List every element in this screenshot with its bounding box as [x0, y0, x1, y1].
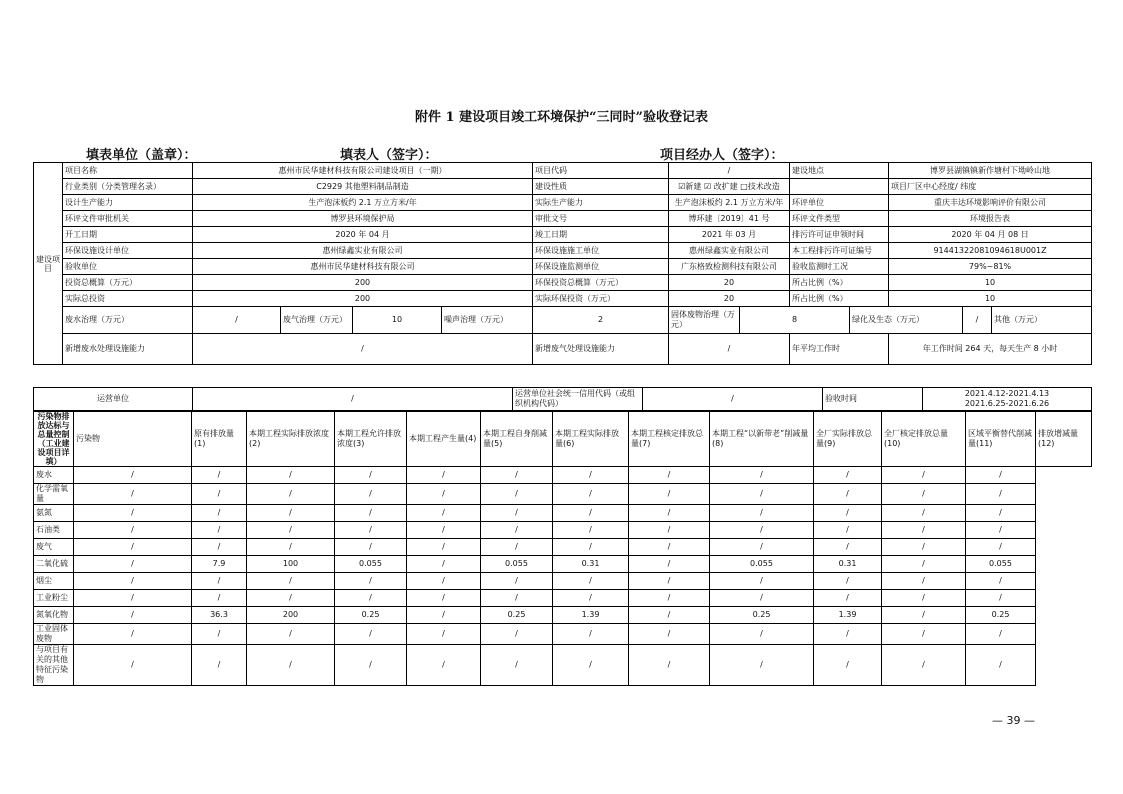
table-row: [34, 505, 1092, 522]
pollutant-value: /: [553, 645, 629, 686]
pollutant-value: /: [247, 539, 335, 556]
value-cell: 2: [533, 307, 669, 334]
pollutant-value: /: [335, 505, 407, 522]
label-cell: 固体废物治理（万元）: [669, 307, 740, 334]
table-row: [34, 195, 1092, 211]
pollutant-value: /: [335, 590, 407, 607]
pollutant-value: /: [481, 590, 553, 607]
pollutant-value: 7.9: [192, 556, 247, 573]
pollutant-table: [33, 411, 1092, 686]
label-cell: 绿化及生态（万元）: [850, 307, 963, 334]
label-cell: 所占比例（%）: [790, 291, 889, 307]
pollutant-value: /: [814, 484, 882, 505]
pollutant-name: 烟尘: [34, 573, 74, 590]
column-header: 区域平衡替代削减量(11): [966, 412, 1036, 467]
pollutant-value: /: [553, 573, 629, 590]
pollutant-value: /: [710, 645, 814, 686]
table-row: [34, 624, 1092, 645]
pollutant-value: /: [553, 624, 629, 645]
pollutant-name: 二氧化硫: [34, 556, 74, 573]
pollutant-value: /: [710, 505, 814, 522]
value-cell: 20: [669, 275, 790, 291]
table-row: [34, 259, 1092, 275]
label-cell: 项目代码: [533, 163, 669, 179]
table-row: [34, 179, 1092, 195]
value-cell: 惠州市民华建材科技有限公司建设项目（一期）: [193, 163, 533, 179]
pollutant-value: /: [882, 624, 966, 645]
value-cell: 年工作时间 264 天，每天生产 8 小时: [889, 334, 1092, 365]
pollutant-value: /: [814, 522, 882, 539]
value-cell: 广东格致检测科技有限公司: [669, 259, 790, 275]
pollutant-value: 200: [247, 607, 335, 624]
label-cell: 运营单位: [34, 388, 193, 411]
table-row: [34, 522, 1092, 539]
pollutant-value: /: [481, 522, 553, 539]
value-cell: 惠州绿鑫实业有限公司: [669, 243, 790, 259]
pollutant-value: /: [629, 590, 710, 607]
value-cell: /: [963, 307, 992, 334]
pollutant-value: /: [629, 624, 710, 645]
pollutant-value: /: [74, 645, 192, 686]
value-cell: 10: [889, 275, 1092, 291]
pollutant-value: /: [882, 505, 966, 522]
value-cell: 8: [740, 307, 850, 334]
pollutant-value: /: [553, 590, 629, 607]
pollutant-value: /: [335, 522, 407, 539]
pollutant-value: /: [882, 539, 966, 556]
pollutant-value: /: [74, 505, 192, 522]
pollutant-value: /: [710, 522, 814, 539]
pollutant-value: 0.055: [710, 556, 814, 573]
pollutant-value: /: [74, 556, 192, 573]
column-header: 排放增减量(12): [1036, 412, 1092, 467]
value-cell: C2929 其他塑料制品制造: [193, 179, 533, 195]
table-row: [34, 607, 1092, 624]
label-cell: 其他（万元）: [992, 307, 1092, 334]
column-header: 全厂核定排放总量(10): [882, 412, 966, 467]
pollutant-value: /: [335, 484, 407, 505]
label-cell: 实际总投资: [63, 291, 193, 307]
label-cell: 噪声治理（万元）: [442, 307, 533, 334]
pollutant-value: /: [814, 539, 882, 556]
table-row: [34, 573, 1092, 590]
value-cell: /: [669, 334, 790, 365]
value-cell: 2020 年 04 月 08 日: [889, 227, 1092, 243]
column-header: 本期工程自身削减量(5): [481, 412, 553, 467]
pollutant-value: /: [407, 645, 481, 686]
pollutant-value: /: [814, 645, 882, 686]
pollutant-name: 工业粉尘: [34, 590, 74, 607]
pollutant-value: /: [407, 607, 481, 624]
pollutant-value: /: [407, 467, 481, 484]
pollutant-value: /: [407, 539, 481, 556]
pollutant-name: 工业固体废物: [34, 624, 74, 645]
pollutant-value: 0.055: [481, 556, 553, 573]
table-row: [34, 645, 1092, 686]
label-cell: 验收单位: [63, 259, 193, 275]
label-cell: 验收时间: [823, 388, 923, 411]
label-cell: 运营单位社会统一信用代码（或组织机构代码）: [513, 388, 643, 411]
pollutant-value: /: [814, 573, 882, 590]
label-cell: 设计生产能力: [63, 195, 193, 211]
value-cell: 博罗县环境保护局: [193, 211, 533, 227]
header-row: [34, 412, 1092, 467]
operating-unit-table: [33, 387, 1092, 411]
table-row: [34, 307, 1092, 334]
pollutant-value: /: [966, 522, 1036, 539]
pollutant-value: /: [481, 505, 553, 522]
pollutant-value: /: [629, 539, 710, 556]
pollutant-value: 1.39: [814, 607, 882, 624]
value-cell: 生产泡沫板约 2.1 万立方米/年: [193, 195, 533, 211]
value-cell: 惠州市民华建材科技有限公司: [193, 259, 533, 275]
pollutant-value: /: [74, 467, 192, 484]
value-cell: 生产泡沫板约 2.1 万立方米/年: [669, 195, 790, 211]
pollutant-value: /: [481, 645, 553, 686]
pollutant-value: /: [247, 505, 335, 522]
value-cell: 博罗县湖镇镇新作塘村下坳岭山地: [889, 163, 1092, 179]
pollutant-name: 石油类: [34, 522, 74, 539]
pollutant-value: /: [553, 505, 629, 522]
pollutant-name: 与项目有关的其他特征污染物: [34, 645, 74, 686]
pollutant-value: /: [966, 645, 1036, 686]
label-cell: 所占比例（%）: [790, 275, 889, 291]
pollutant-value: /: [247, 590, 335, 607]
value-cell: ☑新建 ☑ 改扩建 □技术改造: [669, 179, 790, 195]
pollutant-value: 0.25: [966, 607, 1036, 624]
column-header: 本期工程实际排放浓度(2): [247, 412, 335, 467]
pollutant-value: /: [74, 484, 192, 505]
pollutant-name: 化学需氧量: [34, 484, 74, 505]
label-cell: 实际环保投资（万元）: [533, 291, 669, 307]
label-cell: 竣工日期: [533, 227, 669, 243]
pollutant-value: /: [407, 484, 481, 505]
pollutant-value: /: [407, 573, 481, 590]
label-cell: 新增废水处理设施能力: [63, 334, 193, 365]
pollutant-value: /: [882, 590, 966, 607]
pollutant-value: /: [710, 590, 814, 607]
pollutant-name: 废水: [34, 467, 74, 484]
column-header: 本期工程实际排放量(6): [553, 412, 629, 467]
table-row: [34, 556, 1092, 573]
pollutant-value: /: [481, 624, 553, 645]
value-cell: 博环建〔2019〕41 号: [669, 211, 790, 227]
value-cell: 20: [669, 291, 790, 307]
fill-unit-label: 填表单位（盖章）：: [86, 148, 197, 163]
label-cell: 年平均工作时: [790, 334, 889, 365]
table-row: [34, 590, 1092, 607]
value-cell: 2020 年 04 月: [193, 227, 533, 243]
label-cell: 行业类别（分类管理名录）: [63, 179, 193, 195]
pollutant-value: /: [966, 484, 1036, 505]
pollutant-value: /: [74, 522, 192, 539]
label-cell: 环保设施设计单位: [63, 243, 193, 259]
pollutant-value: /: [710, 573, 814, 590]
table-row: [34, 388, 1092, 411]
label-cell: 环保设施监测单位: [533, 259, 669, 275]
pollutant-value: /: [629, 467, 710, 484]
label-cell: 环保设施施工单位: [533, 243, 669, 259]
pollutant-value: /: [247, 645, 335, 686]
value-cell: /: [193, 307, 281, 334]
pollutant-value: /: [629, 607, 710, 624]
pollutant-value: 100: [247, 556, 335, 573]
page-number: — 39 —: [992, 714, 1035, 727]
pollutant-value: /: [814, 467, 882, 484]
label-cell: 废水治理（万元）: [63, 307, 193, 334]
column-header: 本期工程允许排放浓度(3): [335, 412, 407, 467]
label-cell: 本工程排污许可证编号: [790, 243, 889, 259]
label-cell: 环评文件类型: [790, 211, 889, 227]
value-cell: 惠州绿鑫实业有限公司: [193, 243, 533, 259]
pollutant-value: /: [966, 539, 1036, 556]
table-row: [34, 484, 1092, 505]
pollutant-value: /: [481, 484, 553, 505]
table-row: [34, 334, 1092, 365]
pollutant-value: /: [629, 522, 710, 539]
pollutant-value: /: [192, 522, 247, 539]
pollutant-value: /: [629, 645, 710, 686]
label-cell: 项目名称: [63, 163, 193, 179]
filler-label: 填表人（签字）：: [340, 148, 438, 163]
pollutant-value: /: [74, 539, 192, 556]
pollutant-value: /: [407, 505, 481, 522]
pollutant-value: 0.31: [814, 556, 882, 573]
pollutant-value: /: [966, 590, 1036, 607]
label-cell: 投资总概算（万元）: [63, 275, 193, 291]
value-cell: 200: [193, 275, 533, 291]
value-cell: 2021.4.12-2021.4.13 2021.6.25-2021.6.26: [923, 388, 1092, 411]
pollutant-value: /: [247, 484, 335, 505]
pollutant-value: /: [335, 645, 407, 686]
pollutant-value: /: [335, 624, 407, 645]
value-cell: 91441322081094618U001Z: [889, 243, 1092, 259]
pollutant-value: /: [407, 624, 481, 645]
pollutant-value: /: [553, 522, 629, 539]
pollutant-value: /: [710, 539, 814, 556]
pollutant-value: /: [74, 607, 192, 624]
pollutant-value: /: [74, 624, 192, 645]
column-header: 本期工程“以新带老”削减量(8): [710, 412, 814, 467]
value-cell: /: [669, 163, 790, 179]
table-row: [34, 275, 1092, 291]
label-cell: 开工日期: [63, 227, 193, 243]
pollutant-value: 36.3: [192, 607, 247, 624]
pollutant-value: /: [481, 467, 553, 484]
label-cell: 环评单位: [790, 195, 889, 211]
label-cell: [790, 179, 889, 195]
pollutant-value: /: [710, 467, 814, 484]
pollutant-value: /: [192, 505, 247, 522]
pollutant-value: /: [192, 573, 247, 590]
pollutant-value: /: [882, 645, 966, 686]
pollutant-value: /: [553, 539, 629, 556]
label-cell: 建设性质: [533, 179, 669, 195]
pollutant-value: /: [553, 467, 629, 484]
value-cell: 环境报告表: [889, 211, 1092, 227]
pollutant-value: /: [247, 624, 335, 645]
pollutant-value: /: [247, 573, 335, 590]
pollutant-value: /: [192, 645, 247, 686]
pollutant-value: 0.25: [710, 607, 814, 624]
label-cell: 环评文件审批机关: [63, 211, 193, 227]
pollutant-value: /: [192, 624, 247, 645]
pollutant-value: /: [407, 590, 481, 607]
pollutant-value: /: [710, 484, 814, 505]
pollutant-value: 0.055: [966, 556, 1036, 573]
pollutant-value: /: [335, 467, 407, 484]
pollutant-value: /: [335, 539, 407, 556]
pollutant-value: /: [192, 539, 247, 556]
pollutant-name: 废气: [34, 539, 74, 556]
column-header: 本期工程产生量(4): [407, 412, 481, 467]
pollutant-value: /: [74, 573, 192, 590]
pollutant-value: /: [407, 522, 481, 539]
column-header: 本期工程核定排放总量(7): [629, 412, 710, 467]
pollutant-value: /: [481, 573, 553, 590]
label-cell: 项目厂区中心经度/ 纬度: [889, 179, 1092, 195]
label-cell: 新增废气处理设施能力: [533, 334, 669, 365]
pollutant-value: /: [966, 624, 1036, 645]
value-cell: /: [193, 334, 533, 365]
pollutant-value: /: [629, 505, 710, 522]
project-info-table: [33, 162, 1092, 365]
pollutant-value: /: [882, 484, 966, 505]
pollutant-value: /: [629, 556, 710, 573]
label-cell: 环保投资总概算（万元）: [533, 275, 669, 291]
pollutant-value: /: [247, 522, 335, 539]
handler-label: 项目经办人（签字）：: [660, 148, 784, 163]
document-title: 附件 1 建设项目竣工环境保护“三同时”验收登记表: [414, 110, 709, 125]
pollutant-value: /: [966, 505, 1036, 522]
pollutant-value: /: [629, 484, 710, 505]
pollutant-value: /: [882, 573, 966, 590]
pollutant-value: /: [335, 573, 407, 590]
pollutant-value: /: [710, 624, 814, 645]
pollutant-value: 0.31: [553, 556, 629, 573]
value-cell: 79%~81%: [889, 259, 1092, 275]
pollutant-value: /: [247, 467, 335, 484]
pollutant-value: /: [814, 624, 882, 645]
section-label: 污染物排放达标与总量控制（工业建设项目详填）: [34, 412, 74, 467]
pollutant-value: /: [882, 607, 966, 624]
table-row: [34, 211, 1092, 227]
column-header: 全厂实际排放总量(9): [814, 412, 882, 467]
table-row: [34, 243, 1092, 259]
pollutant-value: 0.25: [335, 607, 407, 624]
value-cell: 10: [889, 291, 1092, 307]
pollutant-value: /: [966, 573, 1036, 590]
pollutant-value: /: [192, 590, 247, 607]
table-row: [34, 539, 1092, 556]
pollutant-value: 0.25: [481, 607, 553, 624]
pollutant-value: /: [966, 467, 1036, 484]
label-cell: 实际生产能力: [533, 195, 669, 211]
section-label: 建设项目: [34, 163, 63, 365]
pollutant-name: 氮氧化物: [34, 607, 74, 624]
pollutant-value: /: [814, 505, 882, 522]
label-cell: 排污许可证申领时间: [790, 227, 889, 243]
label-cell: 建设地点: [790, 163, 889, 179]
value-cell: 200: [193, 291, 533, 307]
pollutant-value: /: [192, 467, 247, 484]
table-row: [34, 227, 1092, 243]
table-row: [34, 291, 1092, 307]
value-cell: /: [193, 388, 513, 411]
label-cell: 验收监测时工况: [790, 259, 889, 275]
pollutant-value: /: [629, 573, 710, 590]
column-header: 污染物: [74, 412, 192, 467]
label-cell: 审批文号: [533, 211, 669, 227]
value-cell: 10: [353, 307, 442, 334]
value-cell: 重庆丰达环境影响评价有限公司: [889, 195, 1092, 211]
table-row: [34, 467, 1092, 484]
pollutant-value: /: [882, 467, 966, 484]
pollutant-value: /: [882, 522, 966, 539]
value-cell: 2021 年 03 月: [669, 227, 790, 243]
pollutant-value: /: [407, 556, 481, 573]
pollutant-value: /: [814, 590, 882, 607]
value-cell: /: [643, 388, 823, 411]
pollutant-value: 0.055: [335, 556, 407, 573]
pollutant-value: /: [882, 556, 966, 573]
pollutant-name: 氨氮: [34, 505, 74, 522]
table-row: [34, 163, 1092, 179]
pollutant-value: 1.39: [553, 607, 629, 624]
column-header: 原有排放量(1): [192, 412, 247, 467]
pollutant-value: /: [192, 484, 247, 505]
label-cell: 废气治理（万元）: [281, 307, 353, 334]
pollutant-value: /: [481, 539, 553, 556]
pollutant-value: /: [553, 484, 629, 505]
pollutant-value: /: [74, 590, 192, 607]
